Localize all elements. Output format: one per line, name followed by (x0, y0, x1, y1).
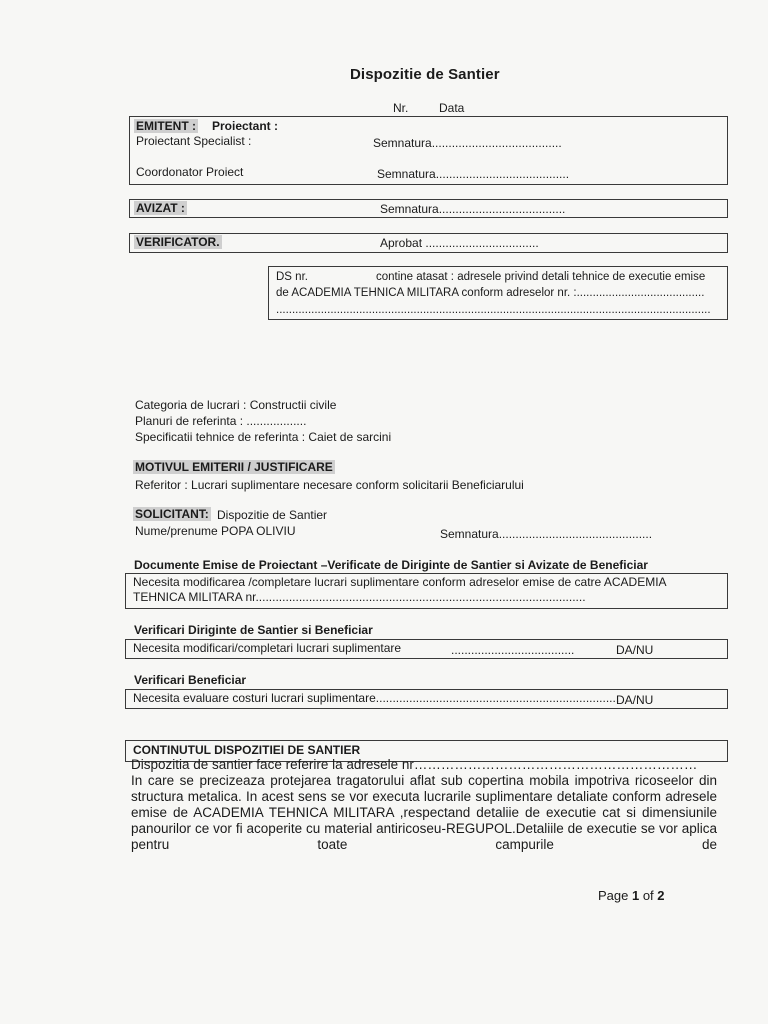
motivul-heading: MOTIVUL EMITERII / JUSTIFICARE (135, 460, 333, 474)
proiectant-specialist-label: Proiectant Specialist : (136, 134, 252, 148)
specificatii-tehnice: Specificatii tehnice de referinta : Caiet de sarcini (135, 430, 392, 444)
nr-label: Nr. (393, 101, 409, 115)
emitent-box (129, 116, 728, 185)
ds-text-line1: contine atasat : adresele privind detali tehnice de executie emise (376, 271, 706, 283)
documente-heading: Documente Emise de Proiectant –Verificate de Diriginte de Santier si Avizate de Beneficiar (134, 558, 648, 572)
motivul-text: Referitor : Lucrari suplimentare necesare conform solicitarii Beneficiarului (135, 478, 524, 492)
categoria-lucrari: Categoria de lucrari : Constructii civile (135, 398, 337, 412)
verificari-beneficiar-text: Necesita evaluare costuri lucrari suplimentare......................................................................... (133, 691, 620, 705)
verificator-box (129, 233, 728, 253)
verificari-beneficiar-answer[interactable]: DA/NU (616, 693, 654, 707)
solicitant-value: Dispozitie de Santier (217, 508, 328, 522)
verificari-diriginte-text: Necesita modificari/completari lucrari suplimentare (133, 641, 402, 655)
verificator-label: VERIFICATOR. (136, 235, 220, 249)
verificari-diriginte-box (125, 639, 728, 659)
proiectant-label: Proiectant : (212, 119, 279, 133)
verificari-beneficiar-box (125, 689, 728, 709)
verificari-diriginte-dots: ..................................... (451, 643, 575, 657)
verificari-diriginte-answer[interactable]: DA/NU (616, 643, 654, 657)
ds-nr-label: DS nr. (276, 271, 308, 283)
page-number: Page 1 of 2 (598, 888, 665, 903)
continut-paragraph: In care se precizeaza protejarea tragatorului aflat sub copertina mobila impotriva ricoseelor din structura metalica. In acest sens se vor executa lucrarile suplimentare detaliate conform adresele emise de ACADEMIA TEHNICA MILITARA ,respectand detaliie de executie cat si dimensiunile panourilor ce vor fi acoperite cu material antiricoseu-REGUPOL.Detaliile de executie se vor aplica pentru toate campurile de (131, 773, 717, 852)
avizat-box (129, 199, 728, 218)
avizat-label: AVIZAT : (136, 201, 185, 215)
planuri-referinta: Planuri de referinta : .................. (135, 414, 307, 428)
ds-box (268, 266, 728, 320)
coordonator-proiect-label: Coordonator Proiect (136, 165, 244, 179)
verificari-diriginte-heading: Verificari Diriginte de Santier si Beneficiar (134, 623, 373, 637)
continut-line1: Dispozitia de santier face referire la adresele nr……………………………………………………… (131, 757, 698, 772)
ds-text-line2: de ACADEMIA TEHNICA MILITARA conform adreselor nr. :........................................ (276, 287, 705, 299)
solicitant-name: Nume/prenume POPA OLIVIU (135, 524, 296, 538)
documente-line1: Necesita modificarea /completare lucrari suplimentare conform adreselor emise de catre ACADEMIA (133, 575, 667, 589)
solicitant-signature[interactable]: Semnatura.............................................. (440, 527, 653, 541)
emitent-label: EMITENT : (136, 119, 196, 133)
avizat-signature[interactable]: Semnatura...................................... (380, 202, 566, 216)
verificari-beneficiar-heading: Verificari Beneficiar (134, 673, 247, 687)
ds-text-line3: ........................................................................................................................................ (276, 304, 711, 316)
solicitant-label: SOLICITANT: (135, 507, 209, 521)
aprobat-signature[interactable]: Aprobat .................................. (380, 236, 539, 250)
proiectant-specialist-signature[interactable]: Semnatura....................................... (373, 136, 562, 150)
page-title: Dispozitie de Santier (350, 66, 500, 83)
documente-line2: TEHNICA MILITARA nr................................................................................................... (133, 590, 586, 604)
coordonator-signature[interactable]: Semnatura........................................ (377, 167, 570, 181)
continut-heading: CONTINUTUL DISPOZITIEI DE SANTIER (133, 743, 361, 757)
data-label: Data (439, 101, 465, 115)
documente-box (125, 573, 728, 609)
